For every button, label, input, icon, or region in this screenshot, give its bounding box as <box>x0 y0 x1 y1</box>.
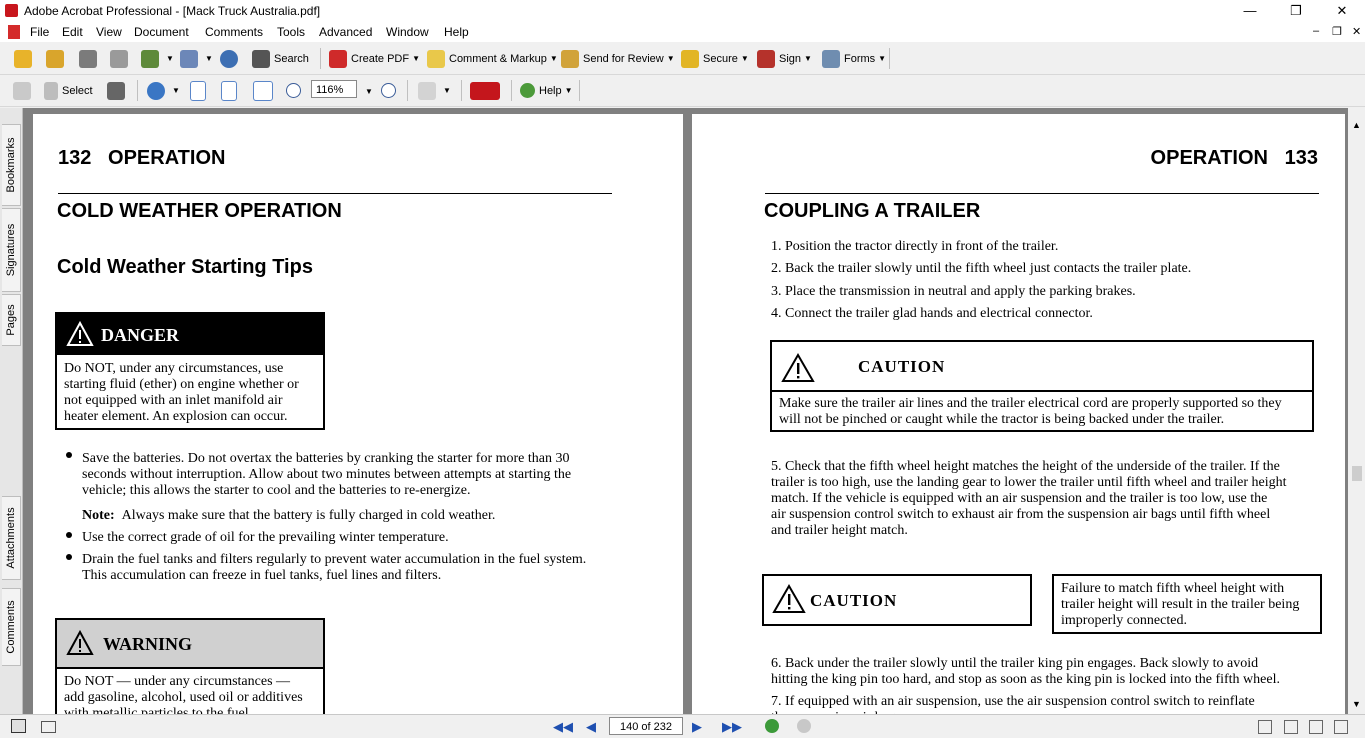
caution-line: trailer height will result in the trailer being <box>1061 597 1300 612</box>
main-toolbar <box>0 43 1365 75</box>
fit-width-button[interactable] <box>253 81 277 100</box>
zoom-in-button[interactable] <box>381 81 400 100</box>
danger-line: not equipped with an inlet manifold air <box>64 393 283 408</box>
email-button[interactable]: ▼ <box>141 49 174 68</box>
danger-box <box>55 312 325 430</box>
page-132 <box>33 114 683 724</box>
warning-triangle-icon <box>773 585 799 609</box>
danger-line: Do NOT, under any circumstances, use <box>64 361 284 376</box>
help-icon <box>520 83 535 98</box>
bullet-icon <box>66 554 72 560</box>
search-button[interactable] <box>252 49 309 68</box>
review-icon <box>561 50 579 68</box>
fit-page-button[interactable] <box>221 81 241 100</box>
tab-signatures-label: Signatures <box>5 223 17 277</box>
zoom-out-button[interactable] <box>286 81 305 100</box>
menu-view[interactable]: View <box>96 25 122 39</box>
status-bar <box>0 714 1365 738</box>
secure-label: Secure <box>703 52 738 65</box>
tab-bookmarks-label: Bookmarks <box>5 137 17 193</box>
warning-title: WARNING <box>103 634 193 654</box>
email-icon <box>141 50 159 68</box>
close-button[interactable]: ✕ <box>1336 3 1348 18</box>
caution-line: Make sure the trailer air lines and the trailer electrical cord are properly supported so they <box>779 396 1282 411</box>
comment-markup-button[interactable]: Comment & Markup ▼ <box>427 49 558 68</box>
single-page-icon[interactable] <box>1258 720 1272 734</box>
note <box>82 508 495 524</box>
step-line: trailer is too high, use the landing gear to lower the trailer until fifth wheel and trailer height <box>771 475 1287 490</box>
step-line: 5. Check that the fifth wheel height matches the height of the underside of the trailer. If the <box>771 459 1280 474</box>
title-bar <box>0 0 1365 22</box>
warning-triangle-icon <box>67 631 93 655</box>
bullet-line: Save the batteries. Do not overtax the batteries by cranking the starter for more than 30 <box>82 451 570 466</box>
tab-comments-label: Comments <box>5 600 17 654</box>
maximize-button[interactable]: ❐ <box>1290 3 1302 18</box>
actual-size-icon <box>190 81 206 101</box>
minus-circle-icon <box>286 83 301 98</box>
steps-list <box>771 239 1191 328</box>
step-line: 7. If equipped with an air suspension, use the air suspension control switch to reinflate <box>771 694 1255 709</box>
bullet-line: vehicle; this allows the starter to cool and the batteries to re-energize. <box>82 483 471 498</box>
step-6 <box>771 656 1280 688</box>
scroll-down-icon[interactable]: ▼ <box>1352 699 1361 709</box>
danger-header <box>57 314 323 355</box>
caution-header <box>772 342 1312 392</box>
list-item: 2. Back the trailer slowly until the fifth wheel just contacts the trailer plate. <box>771 261 1192 276</box>
attach-button[interactable]: ▼ <box>180 49 213 68</box>
hand-tool-button[interactable] <box>13 81 35 100</box>
bullet-icon <box>66 452 72 458</box>
bullet-drain <box>82 552 586 584</box>
doc-restore-button[interactable]: ❐ <box>1332 26 1342 38</box>
warning-box <box>55 618 325 728</box>
list-item: 1. Position the tractor directly in front of the trailer. <box>771 239 1059 254</box>
forms-label: Forms <box>844 52 876 65</box>
acrobat-icon <box>5 4 18 17</box>
help-button[interactable]: Help ▼ <box>520 81 573 100</box>
search-label: Search <box>274 52 309 65</box>
list-item: 3. Place the transmission in neutral and apply the parking brakes. <box>771 284 1136 299</box>
caution-line: improperly connected. <box>1061 613 1187 628</box>
vertical-scrollbar[interactable] <box>1349 115 1365 715</box>
sign-button[interactable]: Sign ▼ <box>757 49 812 68</box>
send-review-button[interactable]: Send for Review ▼ <box>561 49 675 68</box>
section-title: COUPLING A TRAILER <box>764 200 981 222</box>
caution-note-box <box>1052 574 1322 634</box>
document-icon <box>8 25 20 39</box>
warning-triangle-icon <box>67 322 93 346</box>
continuous-icon[interactable] <box>1284 720 1298 734</box>
minimize-button[interactable]: — <box>1243 3 1257 18</box>
printer-icon <box>110 50 128 68</box>
window-title: Adobe Acrobat Professional - [Mack Truck Australia.pdf] <box>24 4 321 18</box>
web-button[interactable] <box>220 49 242 68</box>
go-forward-icon[interactable] <box>797 719 811 733</box>
open-button[interactable] <box>14 49 36 68</box>
tab-pages-label: Pages <box>5 304 17 336</box>
organizer-button[interactable] <box>46 49 68 68</box>
caution-note-text <box>1061 581 1299 629</box>
comment-markup-label: Comment & Markup <box>449 52 547 65</box>
rotate-icon <box>418 82 436 100</box>
list-item: 4. Connect the trailer glad hands and electrical connector. <box>771 306 1093 321</box>
page-size-icon <box>41 721 56 733</box>
create-pdf-icon <box>329 50 347 68</box>
lock-icon <box>681 50 699 68</box>
caution-text <box>779 396 1282 428</box>
caution-title: CAUTION <box>810 591 898 610</box>
folder-icon <box>14 50 32 68</box>
danger-line: starting fluid (ether) on engine whether or <box>64 377 299 392</box>
paperclip-icon <box>180 50 198 68</box>
magnifier-icon <box>147 82 165 100</box>
menu-window[interactable]: Window <box>386 25 429 39</box>
sign-label: Sign <box>779 52 802 65</box>
fit-page-icon <box>221 81 237 101</box>
warning-line: Do NOT — under any circumstances — <box>64 674 291 689</box>
tab-bookmarks[interactable] <box>2 124 21 206</box>
camera-icon <box>107 82 125 100</box>
plus-circle-icon <box>381 83 396 98</box>
doc-close-button[interactable]: ✕ <box>1352 26 1362 38</box>
rotate-button[interactable]: ▼ <box>418 81 451 100</box>
warning-header <box>57 620 323 669</box>
danger-line: heater element. An explosion can occur. <box>64 409 288 424</box>
menu-tools[interactable]: Tools <box>277 25 306 39</box>
last-page-icon[interactable]: ▶▶ <box>722 719 742 734</box>
step-line: hitting the king pin too hard, and stop as soon as the king pin is locked into the fifth wheel. <box>771 672 1280 687</box>
subsection-title: Cold Weather Starting Tips <box>57 256 313 278</box>
bullet-batteries <box>82 451 571 499</box>
menu-bar <box>0 22 1365 42</box>
tab-attachments[interactable] <box>2 496 21 580</box>
tab-attachments-label: Attachments <box>5 507 17 569</box>
page-header-left: 132 OPERATION <box>58 147 226 169</box>
tab-signatures[interactable] <box>2 208 21 292</box>
hand-icon <box>13 82 31 100</box>
caution-title: CAUTION <box>858 357 946 376</box>
menu-document[interactable]: Document <box>134 25 189 39</box>
menu-comments[interactable]: Comments <box>205 25 264 39</box>
page-header-right: OPERATION 133 <box>1150 147 1318 169</box>
caution-box <box>770 340 1314 432</box>
menu-edit[interactable]: Edit <box>62 25 83 39</box>
forms-icon <box>822 50 840 68</box>
previous-page-icon[interactable]: ◀ <box>586 719 596 734</box>
secure-button[interactable]: Secure ▼ <box>681 49 749 68</box>
menu-advanced[interactable]: Advanced <box>319 25 373 39</box>
note-label: Note: <box>82 508 115 523</box>
organizer-icon <box>46 50 64 68</box>
page-indicator[interactable]: 140 of 232 <box>609 717 683 735</box>
help-label: Help <box>539 84 562 97</box>
select-tool-button[interactable] <box>44 81 93 100</box>
select-label: Select <box>62 84 93 97</box>
send-review-label: Send for Review <box>583 52 664 65</box>
warning-triangle-icon <box>782 354 808 378</box>
section-title: COLD WEATHER OPERATION <box>57 200 342 222</box>
step-line: 6. Back under the trailer slowly until the trailer king pin engages. Back slowly to avoid <box>771 656 1259 671</box>
menu-file[interactable]: File <box>30 25 50 39</box>
forms-button[interactable]: Forms ▼ <box>822 49 886 68</box>
zoom-dropdown-caret[interactable]: ▼ <box>365 87 373 96</box>
warning-line: add gasoline, alcohol, used oil or additives <box>64 690 303 705</box>
caution-box-small <box>762 574 1032 626</box>
binoculars-icon <box>252 50 270 68</box>
snapshot-button[interactable] <box>107 81 129 100</box>
danger-text <box>64 361 299 425</box>
panel-toggle-icon[interactable] <box>11 719 26 733</box>
actual-size-button[interactable] <box>190 81 210 100</box>
bullet-line: This accumulation can freeze in fuel tanks, fuel lines and filters. <box>82 568 442 583</box>
print-button[interactable] <box>110 49 132 68</box>
navigation-panel <box>0 108 23 714</box>
scroll-thumb[interactable] <box>1352 466 1362 481</box>
bullet-oil: Use the correct grade of oil for the prevailing winter temperature. <box>82 530 449 545</box>
step-line: and trailer height match. <box>771 523 908 538</box>
step-line: air suspension control switch to exhaust air from the suspension air bags until fifth wheel <box>771 507 1271 522</box>
zoom-tool-button[interactable]: ▼ <box>147 81 180 100</box>
step-line: match. If the vehicle is equipped with an air suspension and the trailer is too low, use the <box>771 491 1268 506</box>
fit-width-icon <box>253 81 273 101</box>
globe-icon <box>220 50 238 68</box>
view-toolbar <box>0 75 1365 107</box>
zoom-input[interactable]: 116% <box>311 80 357 98</box>
first-page-icon[interactable]: ◀◀ <box>553 719 573 734</box>
bullet-line: seconds without interruption. Allow about two minutes between attempts at starting the <box>82 467 572 482</box>
doc-minimize-button[interactable]: – <box>1313 25 1320 37</box>
yahoo-search-button[interactable] <box>470 81 504 100</box>
continuous-facing-icon[interactable] <box>1334 720 1348 734</box>
text-cursor-icon <box>44 82 58 100</box>
page-133 <box>692 114 1345 724</box>
yahoo-icon <box>470 82 500 100</box>
document-area <box>23 108 1348 714</box>
scroll-up-icon[interactable]: ▲ <box>1352 120 1361 130</box>
caution-line: will not be pinched or caught while the tractor is being backed under the trailer. <box>779 412 1225 427</box>
menu-help[interactable]: Help <box>444 25 469 39</box>
tab-comments[interactable] <box>2 588 21 666</box>
step-5 <box>771 459 1287 539</box>
bullet-line: Drain the fuel tanks and filters regularly to prevent water accumulation in the fuel system. <box>82 552 587 567</box>
go-back-icon[interactable] <box>765 719 779 733</box>
comment-icon <box>427 50 445 68</box>
tab-pages[interactable] <box>2 294 21 346</box>
floppy-icon <box>79 50 97 68</box>
save-button[interactable] <box>79 49 101 68</box>
facing-icon[interactable] <box>1309 720 1323 734</box>
caution-line: Failure to match fifth wheel height with <box>1061 581 1285 596</box>
note-text: Always make sure that the battery is fully charged in cold weather. <box>121 508 496 523</box>
danger-title: DANGER <box>101 325 180 345</box>
create-pdf-button[interactable]: Create PDF ▼ <box>329 49 420 68</box>
create-pdf-label: Create PDF <box>351 52 410 65</box>
pen-icon <box>757 50 775 68</box>
next-page-icon[interactable]: ▶ <box>692 719 702 734</box>
bullet-icon <box>66 532 72 538</box>
